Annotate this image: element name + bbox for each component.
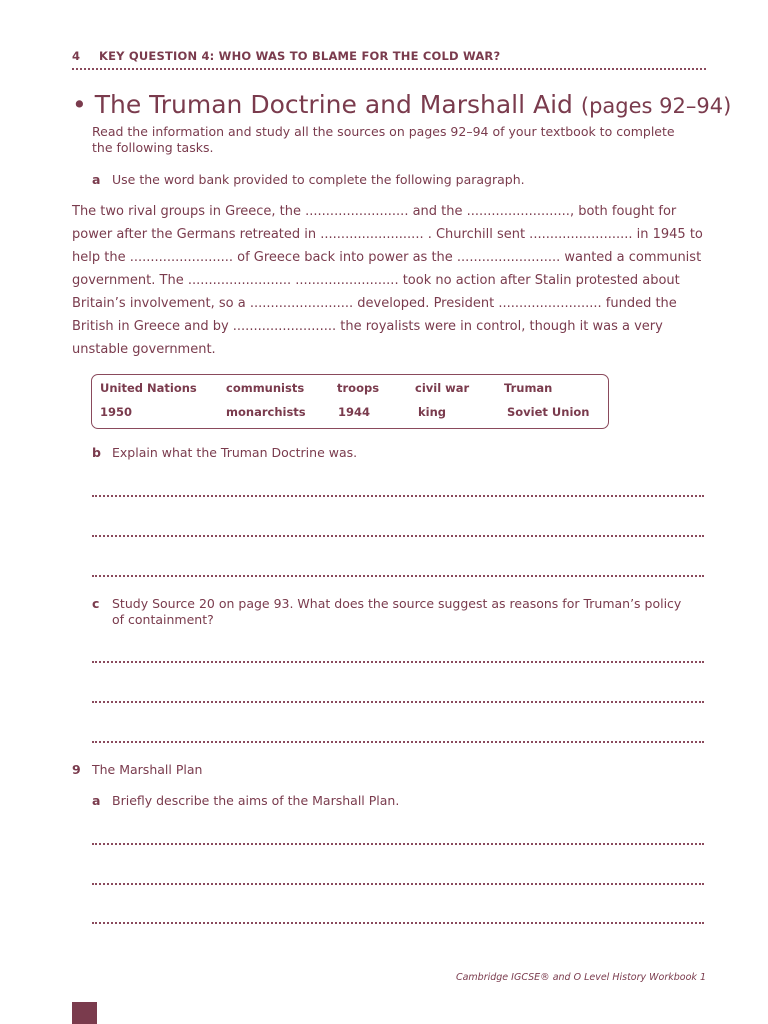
word-bank-item: king — [418, 405, 447, 419]
word-bank-item: Truman — [504, 381, 553, 395]
answer-line[interactable] — [92, 661, 704, 663]
task-a — [92, 172, 692, 187]
header-divider — [72, 68, 706, 70]
task-b-text: Explain what the Truman Doctrine was. — [112, 445, 358, 460]
answer-line[interactable] — [92, 843, 704, 845]
bullet-icon: • — [72, 90, 87, 119]
running-header — [72, 49, 706, 63]
answer-line[interactable] — [92, 741, 704, 743]
word-bank-item: 1950 — [100, 405, 133, 419]
task-c-label: c — [92, 596, 100, 611]
task-9a-label: a — [92, 793, 101, 808]
section-title — [72, 90, 731, 119]
page-footer: Cambridge IGCSE® and O Level History Workbook 1 — [455, 972, 706, 983]
word-bank-item: civil war — [415, 381, 470, 395]
task-c — [92, 596, 692, 628]
task-9a — [92, 793, 692, 809]
word-bank-item: monarchists — [226, 405, 306, 419]
section-title-text: The Truman Doctrine and Marshall Aid — [94, 90, 573, 119]
word-bank-item: United Nations — [100, 381, 197, 395]
answer-line[interactable] — [92, 535, 704, 537]
word-bank-item: troops — [337, 381, 380, 395]
word-bank-item: Soviet Union — [507, 405, 590, 419]
answer-line[interactable] — [92, 575, 704, 577]
answer-line[interactable] — [92, 495, 704, 497]
task-c-text: Study Source 20 on page 93. What does the source suggest as reasons for Truman’s policy of containment? — [112, 596, 682, 627]
task-a-label: a — [92, 172, 101, 187]
corner-tab — [72, 1002, 97, 1024]
question-9 — [72, 762, 202, 777]
answer-line[interactable] — [92, 883, 704, 885]
chapter-title: KEY QUESTION 4: WHO WAS TO BLAME FOR THE COLD WAR? — [99, 49, 501, 63]
task-9a-text: Briefly describe the aims of the Marshall Plan. — [112, 793, 400, 808]
section-intro: Read the information and study all the sources on pages 92–94 of your textbook to complete the following tasks. — [92, 124, 675, 155]
page-number: 4 — [72, 49, 81, 63]
answer-line[interactable] — [92, 701, 704, 703]
task-b — [92, 445, 692, 461]
section-pages: (pages 92–94) — [580, 94, 732, 118]
word-bank — [91, 374, 609, 429]
word-bank-item: communists — [226, 381, 305, 395]
word-bank-item: 1944 — [338, 405, 371, 419]
task-a-text: Use the word bank provided to complete the following paragraph. — [112, 172, 525, 187]
task-b-label: b — [92, 445, 101, 460]
question-9-number: 9 — [72, 762, 81, 777]
answer-line[interactable] — [92, 922, 704, 924]
question-9-title: The Marshall Plan — [92, 762, 203, 777]
cloze-paragraph: The two rival groups in Greece, the ......................... and the ........................., both fought for power after the Germans retreated in ......................... . Churchill sent ......................... in 1945 to help the ......................... of Greece back into power as the ......................... wanted a communist government. The ......................... ......................... took no action after Stalin protested about Britain’s involvement, so a ......................... developed. President ......................... funded the British in Greece and by ......................... the royalists were in control, though it was a very unstable government. — [72, 204, 703, 357]
